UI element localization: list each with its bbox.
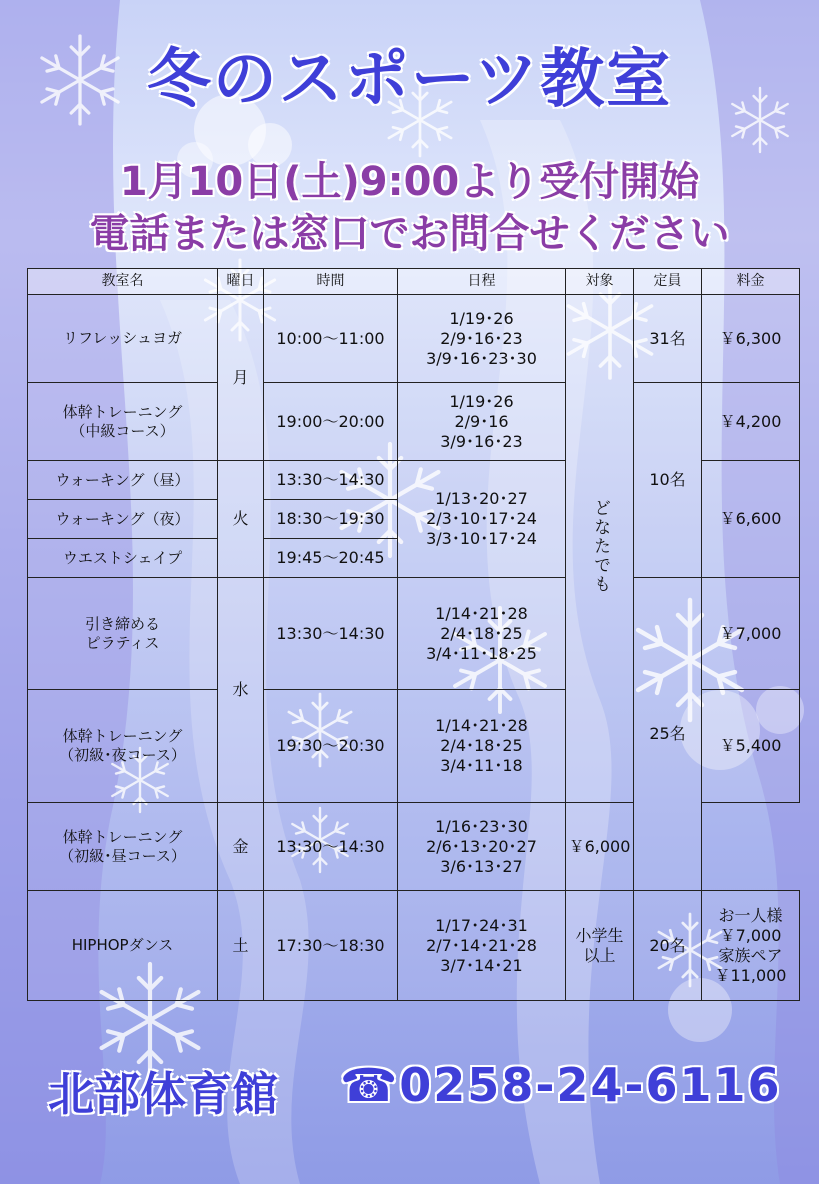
class-name: リフレッシュヨガ <box>28 295 218 383</box>
fee-cell <box>702 891 800 1001</box>
header-fee: 料金 <box>702 269 800 295</box>
date-line: 2/4･18･25 <box>440 736 523 755</box>
table-row <box>28 383 800 461</box>
date-line: 3/6･13･27 <box>440 856 523 876</box>
class-name: ウォーキング（昼） <box>28 461 218 500</box>
day-cell <box>218 461 264 578</box>
class-dates <box>398 891 566 1001</box>
date-line: 3/4･11･18･25 <box>426 643 537 663</box>
venue-name: 北部体育館 <box>48 1067 278 1121</box>
table-row <box>28 578 800 690</box>
date-line: 1/14･21･28 <box>435 716 528 735</box>
header-day: 曜日 <box>218 269 264 295</box>
class-dates <box>398 295 566 383</box>
capacity-cell: 10名 <box>634 383 702 578</box>
class-name <box>28 578 218 690</box>
date-line: 3/9･16･23 <box>440 431 523 451</box>
class-dates <box>398 461 566 578</box>
fee-cell: ￥7,000 <box>702 578 800 690</box>
registration-notice: 1月10日(土)9:00より受付開始 <box>119 159 700 205</box>
date-line: 3/4･11･18 <box>440 756 523 775</box>
date-line: 3/7･14･21 <box>440 955 523 975</box>
header-capacity: 定員 <box>634 269 702 295</box>
day-label: 金 <box>218 803 264 891</box>
capacity-cell: 31名 <box>634 295 702 383</box>
class-time: 19:45～20:45 <box>264 539 398 578</box>
class-time: 10:00～11:00 <box>264 295 398 383</box>
date-line: 2/7･14･21･28 <box>426 935 537 955</box>
table-row <box>28 295 800 383</box>
class-time: 13:30～14:30 <box>264 803 398 891</box>
date-line: 2/3･10･17･24 <box>426 509 537 528</box>
header-time: 時間 <box>264 269 398 295</box>
table-header-row <box>28 269 800 295</box>
class-time: 18:30～19:30 <box>264 500 398 539</box>
class-time: 19:30～20:30 <box>264 690 398 803</box>
class-dates <box>398 803 566 891</box>
fee-cell: ￥6,300 <box>702 295 800 383</box>
date-line: 1/14･21･28 <box>435 603 528 623</box>
fee-text: お一人様 ￥7,000 家族ペア ￥11,000 <box>714 905 787 985</box>
header-dates: 日程 <box>398 269 566 295</box>
class-name <box>28 690 218 803</box>
class-name-text: 体幹トレーニング （中級コース） <box>62 402 183 440</box>
class-time: 13:30～14:30 <box>264 578 398 690</box>
date-line: 1/19･26 <box>449 391 514 411</box>
date-line: 3/3･10･17･24 <box>426 529 537 548</box>
class-dates <box>398 690 566 803</box>
fee-cell: ￥5,400 <box>702 690 800 803</box>
class-name: ウエストシェイプ <box>28 539 218 578</box>
target-cell <box>566 891 634 1001</box>
date-line: 1/17･24･31 <box>435 915 528 935</box>
poster-title: 冬のスポーツ教室 <box>146 43 673 117</box>
day-cell <box>218 578 264 803</box>
day-cell <box>218 295 264 461</box>
date-line: 3/9･16･23･30 <box>426 348 537 368</box>
date-line: 1/13･20･27 <box>435 489 528 508</box>
capacity-cell: 25名 <box>634 578 702 891</box>
inquiry-notice: 電話または窓口でお問合せください <box>89 211 730 257</box>
class-name: ウォーキング（夜） <box>28 500 218 539</box>
target-cell <box>566 295 634 803</box>
date-line: 2/4･18･25 <box>440 623 523 643</box>
class-name-text: 体幹トレーニング （初級･夜コース） <box>59 727 186 764</box>
class-name <box>28 803 218 891</box>
class-dates <box>398 383 566 461</box>
day-label: 月 <box>232 367 249 387</box>
date-line: 1/16･23･30 <box>435 816 528 836</box>
fee-cell: ￥6,600 <box>702 461 800 578</box>
fee-cell: ￥4,200 <box>702 383 800 461</box>
class-name <box>28 383 218 461</box>
date-line: 2/9･16 <box>454 411 509 431</box>
day-label: 水 <box>232 680 249 699</box>
target-label: どなたでも <box>590 498 611 594</box>
target-label: 小学生 以上 <box>575 925 624 965</box>
class-name: HIPHOPダンス <box>28 891 218 1001</box>
header-target: 対象 <box>566 269 634 295</box>
fee-cell: ￥6,000 <box>566 803 634 891</box>
class-dates <box>398 578 566 690</box>
class-time: 13:30～14:30 <box>264 461 398 500</box>
schedule-table <box>27 268 800 1001</box>
date-line: 2/9･16･23 <box>440 328 523 348</box>
class-time: 19:00～20:00 <box>264 383 398 461</box>
class-time: 17:30～18:30 <box>264 891 398 1001</box>
date-line: 1/19･26 <box>449 308 514 328</box>
capacity-cell: 20名 <box>634 891 702 1001</box>
class-name-text: 体幹トレーニング （初級･昼コース） <box>59 827 186 865</box>
date-line: 2/6･13･20･27 <box>426 836 537 856</box>
header-class-name: 教室名 <box>28 269 218 295</box>
table-row <box>28 891 800 1001</box>
day-label: 火 <box>232 509 249 528</box>
phone-number: ☎0258-24-6116 <box>340 1058 782 1112</box>
day-label: 土 <box>218 891 264 1001</box>
class-name-text: 引き締める ピラティス <box>84 614 160 652</box>
